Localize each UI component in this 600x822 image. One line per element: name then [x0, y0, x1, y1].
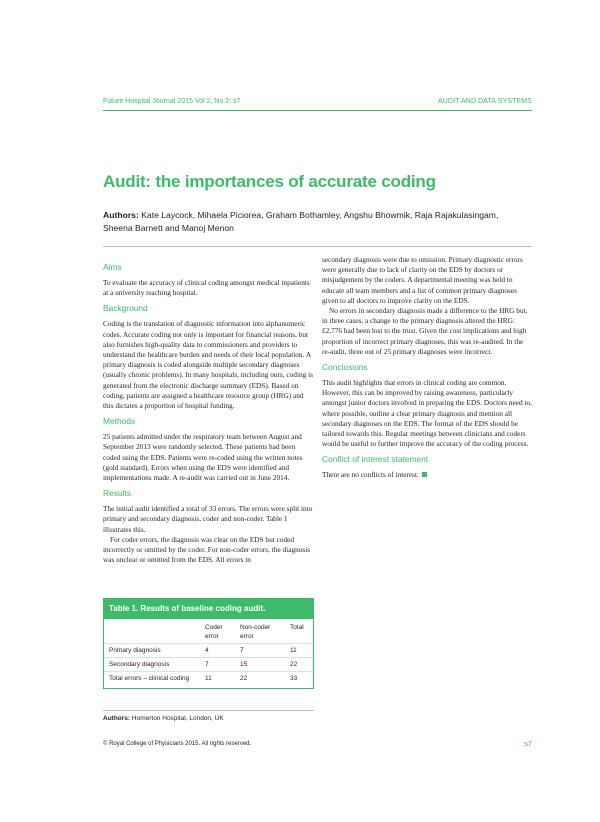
left-column — [103, 258, 314, 570]
results-paragraph-3: secondary diagnosis were due to omission. Primary diagnostic errors were generally due to lack of clarity on the EDS by doctors or misjudgement by the coders. A departmental meeting was held to educate all team members and a list of common primary diagnoses given to all doctors to improve clarity on the EDS. — [322, 255, 523, 305]
col-header-noncoder-line1: Non-coder — [240, 624, 271, 631]
results-paragraph-2: For coder errors, the diagnosis was clear on the EDS but coded incorrectly or omitted by the coder. For non-coder errors, the diagnosis was unclear or omitted from the EDS. All errors in — [103, 534, 311, 565]
running-head-section: AUDIT AND DATA SYSTEMS — [438, 98, 532, 105]
article-authors — [103, 209, 513, 235]
background-text: Coding is the translation of diagnostic information into alphanumeric codes. Accurate coding not only is important for financial reasons, but also furnishes high-quality data to commissioners and providers to understand the healthcare burden and needs of their local population. A primary diagnosis is coded alongside multiple secondary diagnoses (usually chronic problems). In many hospitals, including ours, coding is generated from the electronic discharge summary (EDS). Based on coding, patients are assigned a healthcare resource group (HRG) and this dictates a proportion of hospital funding. — [103, 319, 313, 411]
aims-heading: Aims — [103, 262, 122, 272]
col-header-total: Total — [290, 624, 304, 631]
col-header-noncoder-line2: error — [240, 633, 254, 640]
conclusions-text: This audit highlights that errors in clinical coding are common. However, this can be improved by raising awareness, particularly amongst junior doctors involved in preparing the EDS. Doctors need to, where possible, outline a clear primary diagnosis and mention all secondary diagnoses on the EDS. The format of the EDS should be tailored towards this. Regular meetings between clinicians and coders would be useful to further improve the accuracy of the coding process. — [322, 378, 532, 449]
copyright-notice: © Royal College of Physicians 2015. All rights reserved. — [103, 741, 252, 747]
section-background — [103, 303, 314, 411]
article-title: Audit: the importances of accurate coding — [103, 172, 436, 191]
section-results-continued — [322, 255, 533, 357]
conflict-text: There are no conflicts of interest. — [322, 470, 419, 480]
conflict-text-wrap — [322, 470, 533, 480]
table-cell-coder: 7 — [205, 661, 209, 668]
affiliation-footnote — [103, 715, 224, 722]
table-row-label: Primary diagnosis — [109, 647, 161, 654]
table-row-divider — [104, 671, 313, 672]
section-conflict — [322, 454, 533, 480]
authors-list: Kate Laycock, Mihaela Piciorea, Graham Bothamley, Angshu Bhowmik, Raja Rajakulasingam, Sheena Barnett and Manoj Menon — [103, 210, 499, 233]
section-aims — [103, 262, 314, 298]
authors-label: Authors: — [103, 210, 139, 220]
top-rule — [103, 246, 532, 247]
section-methods — [103, 416, 314, 483]
table-cell-total: 22 — [290, 661, 298, 668]
section-results — [103, 488, 314, 565]
footnote-rule — [103, 710, 314, 711]
footnote-text: Homerton Hospital, London, UK — [131, 715, 224, 722]
header-rule — [103, 110, 532, 111]
conflict-heading: Conflict of interest statement — [322, 454, 429, 465]
col-header-coder — [205, 623, 223, 641]
table-cell-coder: 4 — [205, 647, 209, 654]
table-cell-noncoder: 7 — [240, 647, 244, 654]
table-caption: Table 1. Results of baseline coding audit. — [104, 599, 313, 619]
footnote-label: Authors: — [103, 715, 131, 722]
table-row-label: Secondary diagnosis — [109, 661, 170, 668]
background-heading: Background — [103, 303, 148, 314]
col-header-noncoder — [240, 623, 270, 641]
table-row-label: Total errors – clinical coding — [109, 675, 190, 682]
page-number: s7 — [524, 739, 532, 748]
table-cell-total: 33 — [290, 675, 298, 682]
results-heading: Results — [103, 488, 131, 499]
conclusions-heading: Conclusions — [322, 362, 368, 373]
table-cell-coder: 11 — [205, 675, 212, 682]
methods-heading: Methods — [103, 416, 136, 427]
col-header-coder-line2: error — [205, 633, 219, 640]
results-table — [103, 598, 314, 689]
running-head-journal: Future Hospital Journal 2015 Vol 2, No 2: s7 — [103, 98, 241, 105]
end-of-article-icon — [422, 472, 427, 477]
table-row-divider — [104, 657, 313, 658]
table-cell-noncoder: 15 — [240, 661, 248, 668]
table-cell-noncoder: 22 — [240, 675, 248, 682]
col-header-coder-line1: Coder — [205, 624, 223, 631]
methods-text: 25 patients admitted under the respiratory team between August and September 2013 were randomly selected. These patients had been coded using the EDS. Patients were re-coded using the written notes (gold standard). Errors when using the EDS were identified and implementations made. A re-audit was carried out in June 2014. — [103, 432, 303, 483]
aims-text: To evaluate the accuracy of clinical coding amongst medical inpatients at a university teaching hospital. — [103, 278, 310, 298]
results-paragraph-4: No errors in secondary diagnosis made a difference to the HRG but, in three cases, a change to the primary diagnosis altered the HRG: £2,776 had been lost to the trust. Given the cost implications and high proportion of incorrect primary diagnoses, this was re-audited. In the re-audit, three out of 25 primary diagnoses were incorrect. — [322, 306, 528, 356]
section-conclusions — [322, 362, 533, 449]
table-row-divider — [104, 643, 313, 644]
results-paragraph-1: The initial audit identified a total of 33 errors. The errors were split into primary and secondary diagnosis, coder and non-coder. Table 1 illustrates this. — [103, 504, 313, 534]
table-cell-total: 11 — [290, 647, 297, 654]
right-column — [322, 255, 533, 486]
